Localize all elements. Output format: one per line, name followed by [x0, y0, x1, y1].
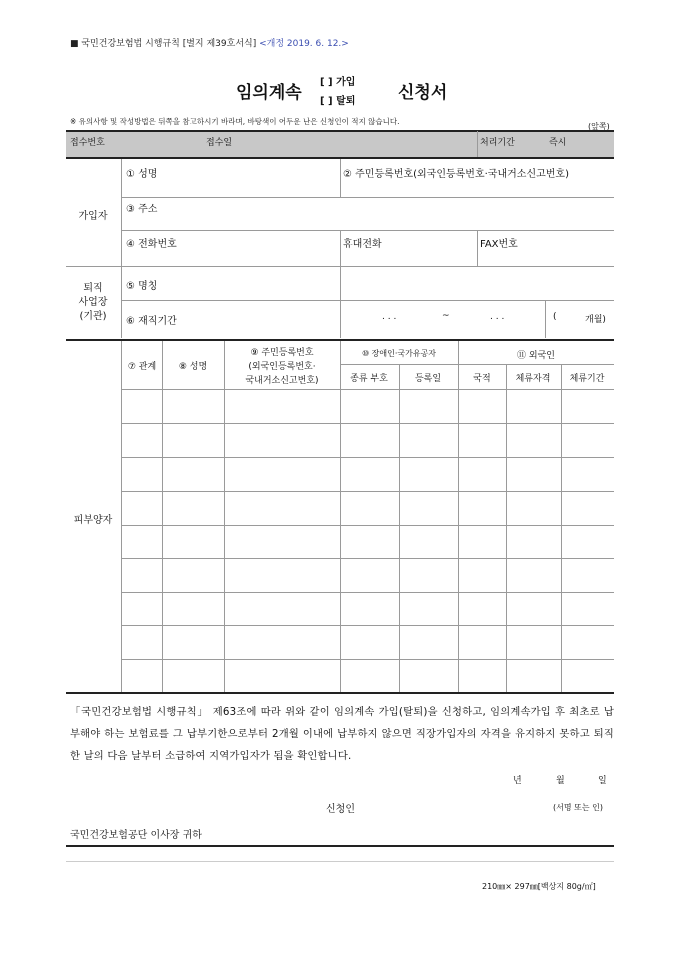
recipient-text: 국민건강보험공단 이사장 귀하 — [70, 830, 202, 841]
name-label: ① 성명 — [126, 169, 158, 180]
col-rrn-line1: ⑨ 주민등록번호 — [250, 348, 314, 358]
receipt-bar — [66, 131, 614, 157]
months-open: ( — [553, 312, 557, 322]
col-residence-status: 체류자격 — [515, 374, 551, 384]
paper-spec: 210㎜× 297㎜[백상지 80g/㎡] — [482, 882, 596, 891]
col-relation: ⑦ 관계 — [127, 362, 157, 372]
col-type-code: 종류 부호 — [350, 374, 388, 384]
form-ref-text: ■ 국민건강보험법 시행규칙 [별지 제39호서식] — [70, 39, 257, 49]
phone-label: ④ 전화번호 — [126, 239, 177, 250]
col-stay-period: 체류기간 — [569, 374, 605, 384]
title-left: 임의계속 — [236, 83, 302, 103]
workplace-label-line3: (기관) — [79, 311, 107, 322]
mobile-label: 휴대전화 — [343, 239, 382, 250]
period-from-dots: . . . — [382, 312, 397, 322]
revision-text: <개정 2019. 6. 12.> — [259, 39, 349, 49]
form-reference — [70, 36, 349, 49]
option-join[interactable]: [ ] 가입 — [320, 77, 356, 88]
fax-label: FAX번호 — [480, 239, 518, 250]
instruction-note: ※ 유의사항 및 작성방법은 뒤쪽을 참고하시기 바라며, 바탕색이 어두운 난은 신청인이 적지 않습니다. — [70, 117, 400, 126]
option-withdraw[interactable]: [ ] 탈퇴 — [320, 96, 356, 107]
col-disabled-veteran: ⑩ 장애인·국가유공자 — [361, 349, 437, 358]
applicant-label: 신청인 — [326, 804, 355, 815]
col-foreigner: ⑪ 외국인 — [517, 351, 555, 361]
declaration-text: 「국민건강보험법 시행규칙」 제63조에 따라 위와 같이 임의계속 가입(탈퇴)을 신청하고, 임의계속가입 후 최초로 납부해야 하는 보험료를 그 납부기한으로부터 2개월 이내에 납부하지 않으면 직장가입자의 자격을 유지하지 못하고 퇴직한 날의 다음 날부터 소급하여 지역가입자가 됨을 확인합니다. — [70, 706, 614, 762]
rrn-label: ② 주민등록번호(외국인등록번호·국내거소신고번호) — [343, 169, 569, 180]
signature-hint[interactable]: (서명 또는 인) — [553, 803, 603, 812]
address-label: ③ 주소 — [126, 204, 158, 215]
workplace-label-line2: 사업장 — [78, 297, 108, 308]
period-to-dots: . . . — [490, 312, 505, 322]
workplace-name-label: ⑤ 명칭 — [126, 281, 158, 292]
receipt-date-label: 접수일 — [206, 138, 233, 148]
date-day: 일 — [598, 776, 607, 786]
col-name: ⑧ 성명 — [178, 362, 208, 372]
col-nationality: 국적 — [473, 374, 491, 384]
period-tilde: ~ — [442, 311, 450, 321]
date-month: 월 — [556, 776, 565, 786]
receipt-number-label: 접수번호 — [70, 138, 105, 148]
months-label: 개월) — [585, 315, 606, 325]
employment-period-label: ⑥ 재직기간 — [126, 316, 177, 327]
dependents-section-label: 피부양자 — [73, 515, 113, 526]
processing-period-value: 즉시 — [549, 138, 567, 148]
col-registration-date: 등록일 — [414, 374, 442, 384]
processing-period-label: 처리기간 — [480, 138, 515, 148]
date-year: 년 — [513, 776, 522, 786]
title-right: 신청서 — [398, 83, 448, 103]
front-side-label: (앞쪽) — [588, 122, 610, 131]
col-rrn-line3: 국내거소신고번호) — [245, 376, 319, 386]
col-rrn-line2: (외국인등록번호· — [248, 362, 316, 372]
workplace-label-line1: 퇴직 — [83, 283, 103, 294]
